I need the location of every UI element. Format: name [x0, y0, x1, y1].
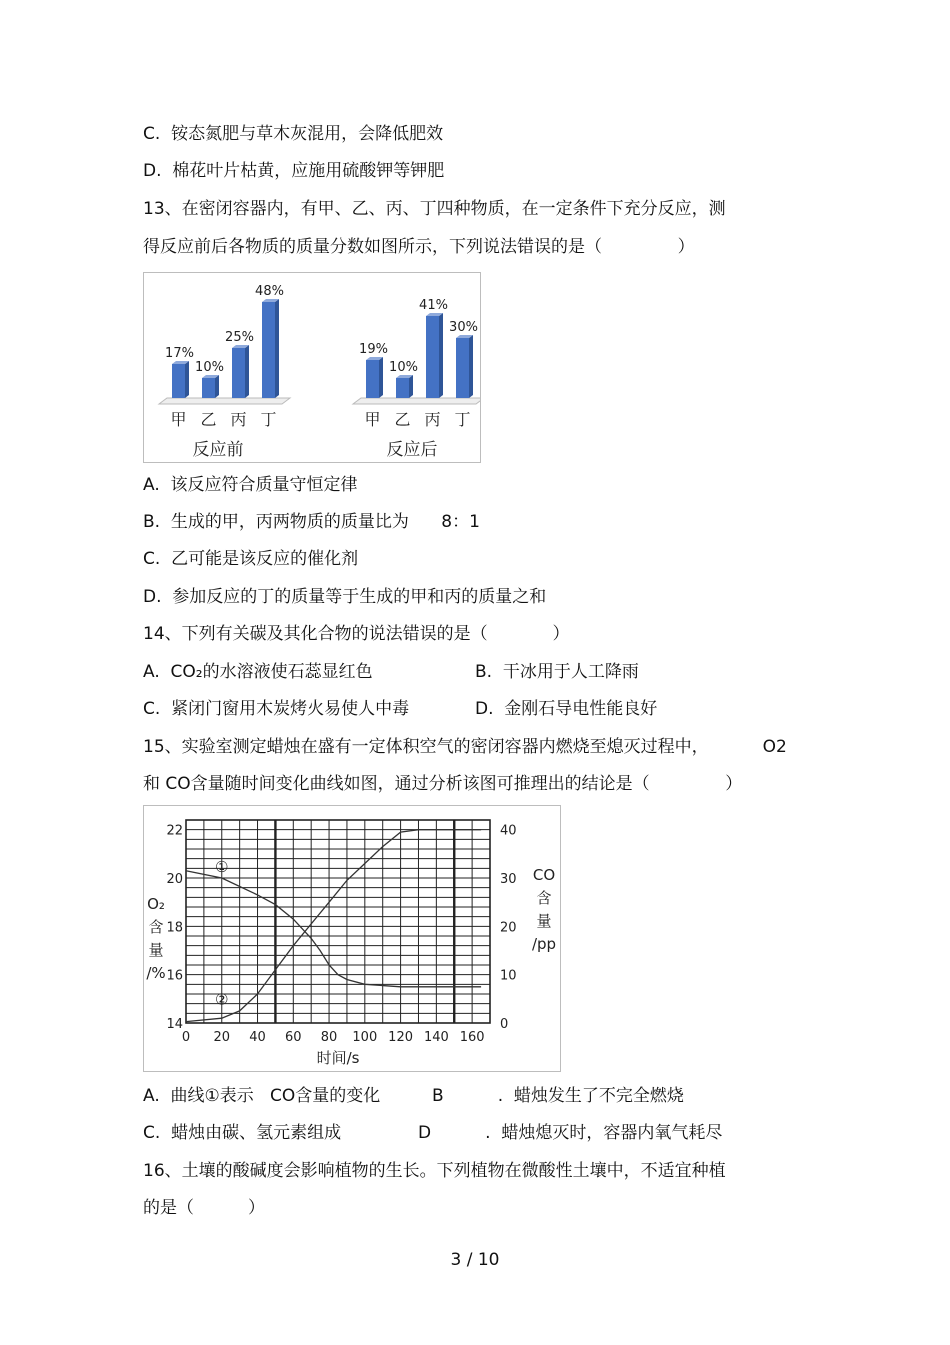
y-left-tick-label: 20 [166, 872, 183, 887]
x-axis-label: 时间/s [316, 1049, 360, 1067]
group-label: 反应前 [192, 440, 244, 460]
option-13d: D. 参加反应的丁的质量等于生成的甲和丙的质量之和 [143, 587, 547, 607]
y-right-axis-label: /pp [531, 935, 557, 953]
group-label: 反应后 [386, 440, 438, 460]
option-14c: C. 紧闭门窗用木炭烤火易使人中毒 [143, 699, 410, 719]
x-tick-label: 80 [320, 1030, 338, 1045]
bar-value-label: 10% [195, 360, 224, 375]
y-left-axis-label: 量 [148, 941, 164, 959]
y-left-tick-label: 22 [166, 823, 183, 839]
y-left-tick-label: 18 [166, 920, 183, 936]
question-13-stem-cont: 得反应前后各物质的质量分数如图所示，下列说法错误的是（ ） [143, 237, 695, 257]
y-right-tick-label: 0 [500, 1017, 509, 1032]
bar-side [185, 361, 189, 398]
option-13c: C. 乙可能是该反应的催化剂 [143, 549, 359, 569]
category-label: 丙 [424, 410, 441, 429]
chart-floor [353, 398, 480, 404]
option-13b: B. 生成的甲，丙两物质的质量比为 8：1 [143, 512, 480, 532]
line-chart-figure [143, 805, 561, 1072]
question-16-stem: 16、土壤的酸碱度会影响植物的生长。下列植物在微酸性土壤中，不适宜种植 [143, 1161, 726, 1181]
y-right-tick-label: 40 [500, 823, 517, 839]
bar-side [215, 375, 219, 398]
x-tick-label: 60 [285, 1030, 302, 1045]
bar-side [469, 335, 473, 398]
y-left-tick-label: 14 [166, 1017, 183, 1032]
y-right-axis-label: 量 [536, 912, 552, 930]
y-left-axis-label: 含 [148, 918, 164, 936]
bar [366, 360, 379, 398]
y-right-tick-label: 10 [500, 968, 517, 984]
option-15b: B . 蜡烛发生了不完全燃烧 [432, 1086, 684, 1106]
curve-marker: ① [215, 857, 229, 876]
bar [262, 302, 275, 398]
bar-side [439, 313, 443, 398]
bar-value-label: 30% [449, 320, 478, 335]
x-tick-label: 20 [213, 1030, 231, 1045]
y-right-tick-label: 20 [500, 920, 517, 936]
option-15a: A. 曲线①表示 CO含量的变化 [143, 1086, 381, 1106]
bar-value-label: 25% [225, 330, 254, 345]
category-label: 乙 [394, 410, 411, 429]
option-12c: C. 铵态氮肥与草木灰混用，会降低肥效 [143, 124, 444, 144]
option-15d: D . 蜡烛熄灭时，容器内氧气耗尽 [418, 1123, 723, 1143]
category-label: 丁 [260, 410, 277, 429]
category-label: 甲 [364, 410, 381, 429]
y-right-axis-label: 含 [536, 889, 552, 907]
x-tick-label: 120 [388, 1030, 414, 1045]
option-15c: C. 蜡烛由碳、氢元素组成 [143, 1123, 342, 1143]
bar [426, 316, 439, 398]
category-label: 乙 [200, 410, 217, 429]
bar [396, 378, 409, 398]
x-tick-label: 160 [459, 1030, 485, 1045]
line-chart [144, 806, 560, 1071]
option-13a: A. 该反应符合质量守恒定律 [143, 475, 358, 495]
y-left-axis-label: O₂ [147, 895, 165, 913]
curve-marker: ② [215, 990, 229, 1009]
bar-side [409, 375, 413, 398]
category-label: 丙 [230, 410, 247, 429]
bar-side [379, 357, 383, 398]
bar [202, 378, 215, 398]
question-15-stem-cont: 和 CO含量随时间变化曲线如图，通过分析该图可推理出的结论是（ ） [143, 774, 743, 794]
bar-chart-figure [143, 272, 481, 463]
bar-value-label: 10% [389, 360, 418, 375]
option-14a: A. CO₂的水溶液使石蕊显红色 [143, 662, 373, 682]
question-15-stem: 15、实验室测定蜡烛在盛有一定体积空气的密闭容器内燃烧至熄灭过程中， O2 [143, 737, 787, 757]
category-label: 丁 [454, 410, 471, 429]
x-tick-label: 40 [249, 1030, 266, 1045]
category-label: 甲 [170, 410, 187, 429]
option-14b: B. 干冰用于人工降雨 [475, 662, 639, 682]
page-number: 3 / 10 [450, 1250, 500, 1270]
x-tick-label: 140 [423, 1030, 449, 1045]
y-left-axis-label: /% [146, 964, 166, 982]
x-tick-label: 100 [352, 1030, 378, 1045]
bar-value-label: 48% [255, 284, 284, 299]
bar-chart [144, 273, 480, 462]
bar-value-label: 41% [419, 298, 448, 313]
option-12d: D. 棉花叶片枯黄，应施用硫酸钾等钾肥 [143, 161, 445, 181]
bar [172, 364, 185, 398]
bar [456, 338, 469, 398]
plot-frame [186, 820, 490, 1023]
option-14d: D. 金刚石导电性能良好 [475, 699, 658, 719]
question-16-stem-cont: 的是（ ） [143, 1198, 266, 1218]
bar-side [245, 345, 249, 398]
bar-value-label: 19% [359, 342, 388, 357]
question-14-stem: 14、下列有关碳及其化合物的说法错误的是（ ） [143, 624, 570, 644]
y-right-axis-label: CO [532, 866, 556, 884]
y-right-tick-label: 30 [500, 872, 517, 887]
y-left-tick-label: 16 [166, 968, 183, 984]
x-tick-label: 0 [181, 1030, 191, 1045]
chart-floor [159, 398, 290, 404]
bar-value-label: 17% [165, 346, 194, 361]
question-13-stem: 13、在密闭容器内，有甲、乙、丙、丁四种物质，在一定条件下充分反应，测 [143, 199, 726, 219]
bar [232, 348, 245, 398]
bar-side [275, 299, 279, 398]
